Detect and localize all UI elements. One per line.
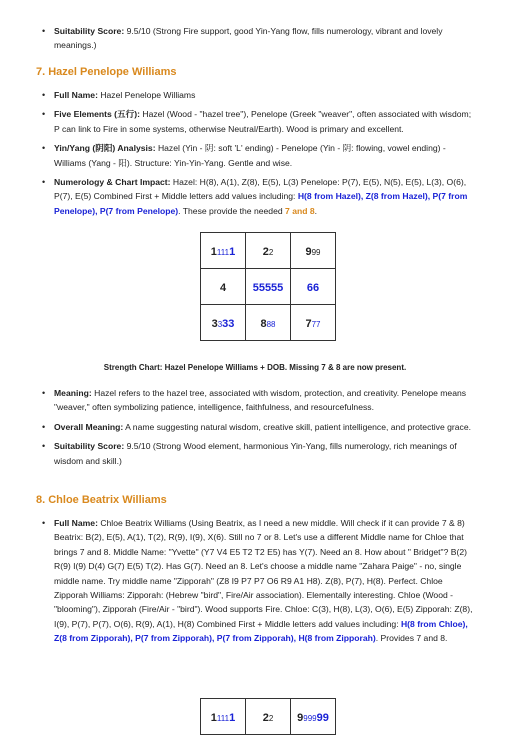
grid-digits: 3 <box>217 319 223 329</box>
section-heading-7: 7. Hazel Penelope Williams <box>36 66 177 78</box>
list-item: • Full Name: Hazel Penelope Williams <box>42 90 196 100</box>
strength-chart-grid <box>200 232 336 341</box>
grid-digits: 111 <box>216 247 230 257</box>
grid-digits: 66 <box>306 281 320 294</box>
grid-cell <box>291 699 336 735</box>
grid-digits: 999 <box>303 713 317 723</box>
grid-digits: 2 <box>262 245 269 258</box>
grid-digits: 33 <box>222 317 235 330</box>
section7-bullets <box>36 88 478 218</box>
grid-digits: 8 <box>260 317 267 330</box>
grid-cell <box>201 233 246 269</box>
chart-caption: Strength Chart: Hazel Penelope Williams + DOB. Missing 7 & 8 are now present. <box>103 363 407 372</box>
section8-bullets <box>36 516 478 646</box>
grid-cell <box>201 269 246 305</box>
grid-digits: 55555 <box>252 281 284 294</box>
list-item: • Yin/Yang (阴阳) Analysis: Hazel (Yin - 阴: soft 'L' ending) - Penelope (Yin - 阴: flowing, vowel ending) - Williams (Yang - 阳). Structure: Yin-Yin-Yang. Gentle and wise. <box>42 143 446 168</box>
grid-digits: 3 <box>211 317 218 330</box>
grid-cell <box>291 233 336 269</box>
list-item: • Overall Meaning: A name suggesting natural wisdom, creative skill, patient intelligence, and protective grace. <box>42 421 472 432</box>
grid-digits: 99 <box>311 247 321 257</box>
grid-cell <box>246 305 291 341</box>
grid-cell <box>201 699 246 735</box>
section-heading-8: 8. Chloe Beatrix Williams <box>36 494 167 506</box>
grid-digits: 2 <box>268 247 274 257</box>
grid-digits: 1 <box>210 711 217 724</box>
grid-digits: 7 <box>305 317 312 330</box>
strength-chart-grid-2 <box>200 698 336 735</box>
grid-digits: 2 <box>262 711 269 724</box>
grid-cell <box>246 269 291 305</box>
grid-digits: 4 <box>219 281 227 294</box>
top-bullet-list <box>36 24 478 53</box>
grid-cell <box>291 269 336 305</box>
grid-digits: 2 <box>268 713 274 723</box>
list-item: • Meaning: Hazel refers to the hazel tree, associated with wisdom, protection, and creativity. Penelope means "weaver," often symbolizing patience, intelligence, faithfulness, and resourcefulness. <box>42 388 467 413</box>
list-item: • Numerology & Chart Impact: Hazel: H(8), A(1), Z(8), E(5), L(3) Penelope: P(7), E(5), N(5), E(5), L(3), O(6), P(7), E(5) Combined First + Middle letters add values including: H(8 from Hazel), Z(8 from Hazel), P(7 from Penelope), P(7 from Penelope). These provide the needed 7 and 8. <box>42 177 468 216</box>
grid-digits: 77 <box>311 319 321 329</box>
grid-digits: 9 <box>305 245 312 258</box>
grid-digits: 1 <box>229 245 236 258</box>
grid-digits: 1 <box>229 711 236 724</box>
grid-cell <box>201 305 246 341</box>
grid-digits: 9 <box>297 711 304 724</box>
grid-digits: 88 <box>266 319 276 329</box>
grid-cell <box>246 233 291 269</box>
list-item: • Five Elements (五行): Hazel (Wood - "hazel tree"), Penelope (Greek "weaver", often associated with wisdom; P can link to Fire in some systems, otherwise Neutral/Earth). Wood is primary and excellent. <box>42 109 472 134</box>
grid-digits: 111 <box>216 713 230 723</box>
grid-digits: 99 <box>316 711 329 724</box>
grid-digits: 1 <box>210 245 217 258</box>
grid-cell <box>246 699 291 735</box>
list-item: • Full Name: Chloe Beatrix Williams (Using Beatrix, as I need a new middle. Will check if it can provide 7 & 8) Beatrix: B(2), E(5), A(1), T(2), R(9), I(9), X(6). Still no 7 or 8. Let's use a different Middle name for Chloe that brings 7 and 8. Middle Name: "Yvette" (Y7 V4 E5 T2 T2 E5) has Y(7). Need an 8. How about " Bridget"? B(2) R(9) I(9) D(4) G(7) E(5) T(2). Has G(7). Need an 8. Let's choose a middle name "Zahara Paige" - no, single middle name. Try middle name "Zipporah" (Z8 I9 P7 P7 O6 R9 A1 H8). Z(8), P(7), H(8). Perfect. Chloe Zipporah Williams: Zipporah: (Hebrew "bird", Fire/Air association). Elementally interesting. Chloe (Wood - "blooming"), Zipporah (Fire/Air - "bird"). Wood supports Fire. Chloe: C(3), H(8), L(3), O(6), E(5) Zipporah: Z(8), I(9), P(7), P(7), O(6), R(9), A(1), H(8) Combined First + Middle letters add values including: H(8 from Chloe), Z(8 from Zipporah), P(7 from Zipporah), P(7 from Zipporah), H(8 from Zipporah). Provides 7 and 8. <box>42 518 473 644</box>
list-item: • Suitability Score: 9.5/10 (Strong Wood element, harmonious Yin-Yang, fills numerology, rich meanings of wisdom and skill.) <box>42 441 457 466</box>
grid-cell <box>291 305 336 341</box>
list-item: • Suitability Score: 9.5/10 (Strong Fire support, good Yin-Yang flow, fills numerology, vibrant and lovely meanings.) <box>42 26 443 51</box>
section7-bullets-2 <box>36 386 478 468</box>
